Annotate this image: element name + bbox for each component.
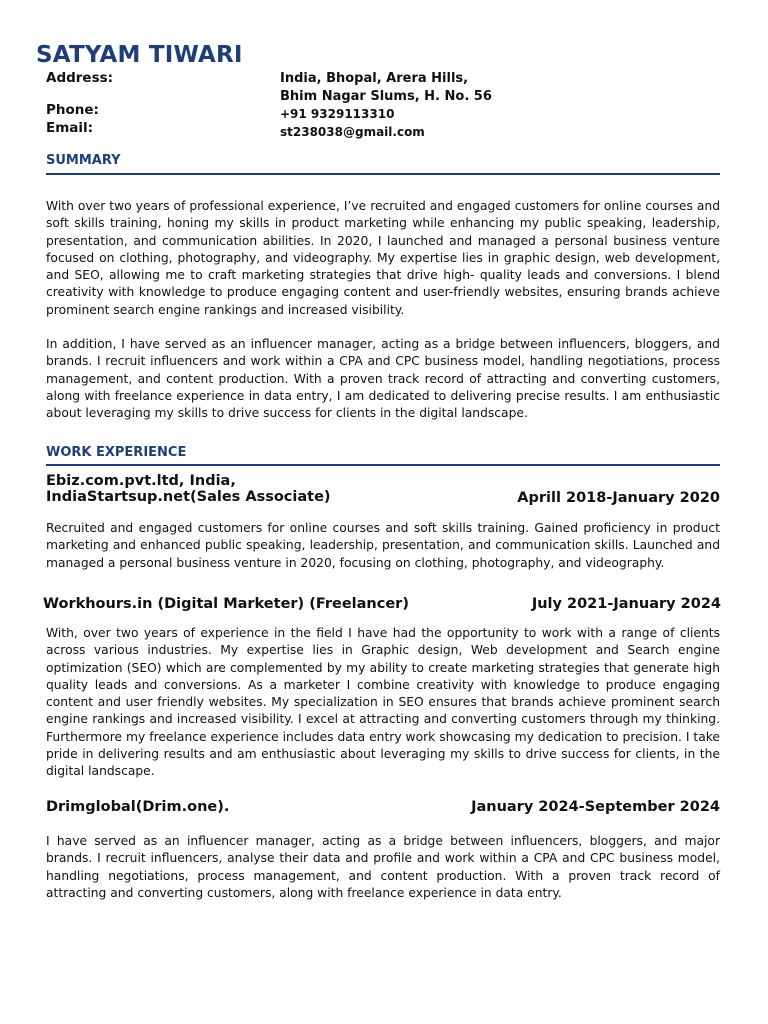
job-2-header [43, 596, 721, 612]
job-3-description: I have served as an influencer manager, acting as a bridge between influencers, bloggers, and major brands. I recruit influencers, analyse their data and profile and work within a CPA and CPC business model, handling negotiations, process management, and content production. With a proven track record of attracting and converting customers, along with freelance experience in data entry. [46, 834, 720, 900]
candidate-name: SATYAM TIWARI [36, 42, 243, 68]
phone-label: Phone: [46, 102, 99, 118]
email-label: Email: [46, 120, 94, 136]
address-line-1: India, Bhopal, Arera Hills, [280, 71, 469, 86]
job-2-company: Workhours.in (Digital Marketer) (Freelancer) [43, 596, 409, 612]
address-label: Address: [46, 70, 114, 86]
summary-paragraph-2: In addition, I have served as an influencer manager, acting as a bridge between influencers, bloggers, and brands. I recruit influencers and work within a CPA and CPC business model, handling negotiations, process management, and content production. With a proven track record of attracting and converting customers, along with freelance experience in data entry, I am dedicated to delivering precise results. I am enthusiastic about leveraging my skills to drive success for clients in the digital landscape. [46, 337, 720, 421]
job-2-description: With, over two years of experience in the field I have had the opportunity to work with a range of clients across various industries. My expertise lies in Graphic design, Web development and Search engine optimization (SEO) which are complemented by my ability to create marketing strategies that generate high quality leads and conversions. As a marketer I combine creativity with knowledge to produce engaging content and user friendly websites. My specialization in SEO ensures that brands achieve prominent search engine rankings and increased visibility. I excel at attracting and converting customers through my thinking. Furthermore my freelance experience includes data entry work showcasing my dedication to precision. I take pride in delivering results and am enthusiastic about leveraging my skills to drive success for clients, in the digital landscape. [46, 626, 720, 779]
email-value: st238038@gmail.com [280, 125, 425, 139]
job-3-header [46, 799, 720, 815]
job-2-dates: July 2021-January 2024 [531, 596, 721, 612]
job-3-dates: January 2024-September 2024 [471, 799, 720, 815]
work-experience-heading: WORK EXPERIENCE [46, 445, 187, 460]
address-line-2: Bhim Nagar Slums, H. No. 56 [280, 89, 492, 104]
summary-heading: SUMMARY [46, 153, 121, 168]
work-experience-divider [46, 464, 720, 466]
job-1-company-line-2: IndiaStartsup.net(Sales Associate) [46, 489, 331, 505]
job-1-dates: Aprill 2018-January 2020 [517, 490, 720, 506]
summary-paragraph-1: With over two years of professional experience, I’ve recruited and engaged customers for online courses and soft skills training, honing my skills in product marketing while enhancing my public speaking, leadership, presentation, and communication abilities. In 2020, I launched and managed a personal business venture focused on clothing, photography, and videography. My expertise lies in graphic design, web development, and SEO, allowing me to craft marketing strategies that drive high- quality leads and conversions. I blend creativity with knowledge to produce engaging content and user-friendly websites, ensuring brands achieve prominent search engine rankings and increased visibility. [46, 199, 720, 317]
job-1-company-line-1: Ebiz.com.pvt.ltd, India, [46, 473, 236, 489]
job-1-description: Recruited and engaged customers for online courses and soft skills training. Gained proficiency in product marketing and enhanced public speaking, leadership, presentation, and communication skills. Launched and managed a personal business venture in 2020, focusing on clothing, photography, and videography. [46, 521, 720, 570]
job-3-company: Drimglobal(Drim.one). [46, 799, 230, 815]
job-1-header [46, 473, 720, 505]
summary-divider [46, 173, 720, 175]
phone-value: +91 9329113310 [280, 107, 395, 121]
